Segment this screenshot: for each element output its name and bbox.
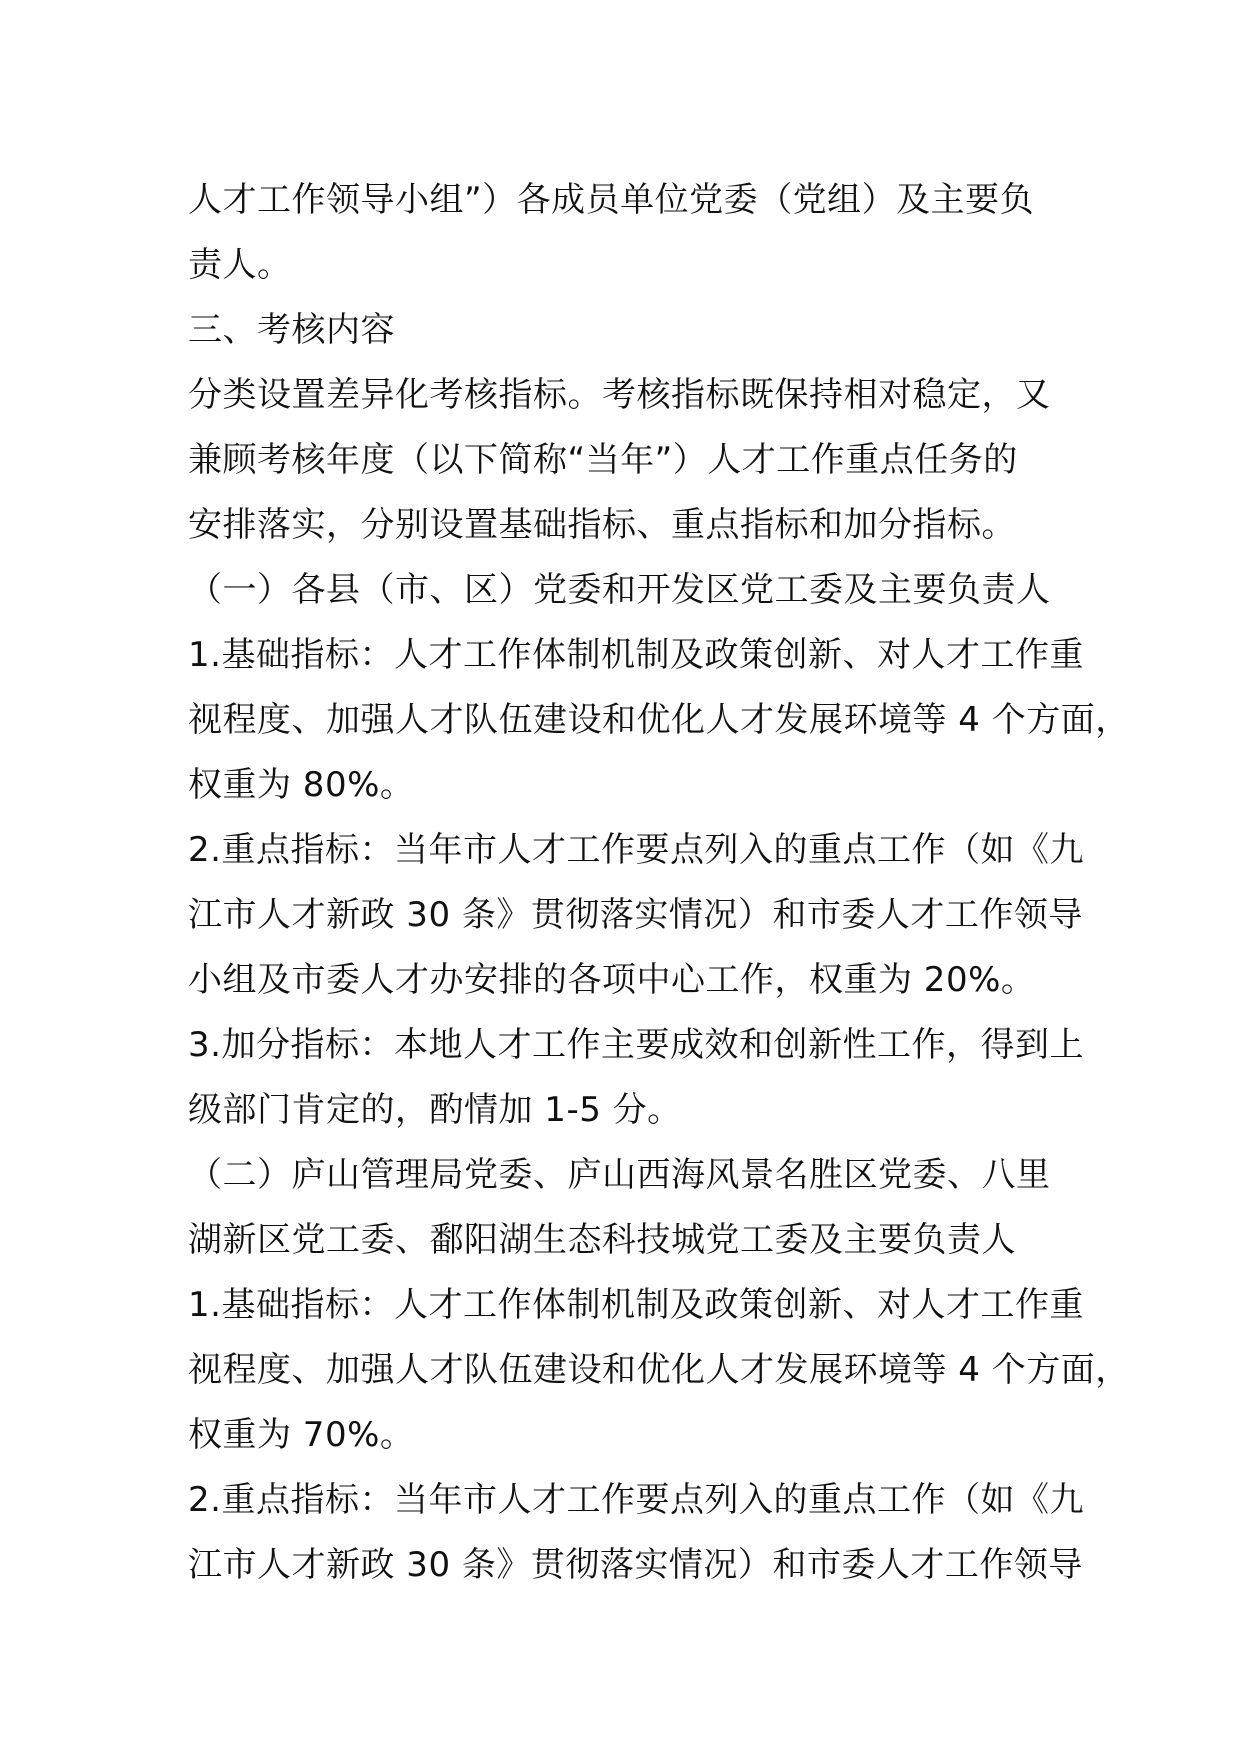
section-heading: 三、考核内容	[188, 310, 395, 350]
text-line: 兼顾考核年度（以下简称“当年”）人才工作重点任务的	[188, 440, 1018, 480]
subsection-heading: 湖新区党工委、鄱阳湖生态科技城党工委及主要负责人	[188, 1220, 1016, 1260]
text-line: 级部门肯定的，酌情加 1-5 分。	[188, 1090, 682, 1130]
text-line: 1.基础指标：人才工作体制机制及政策创新、对人才工作重	[188, 635, 1084, 675]
text-line: 3.加分指标：本地人才工作主要成效和创新性工作，得到上	[188, 1025, 1084, 1065]
text-line: 江市人才新政 30 条》贯彻落实情况）和市委人才工作领导	[188, 895, 1083, 935]
text-line: 视程度、加强人才队伍建设和优化人才发展环境等 4 个方面，	[188, 700, 1130, 740]
text-line: 视程度、加强人才队伍建设和优化人才发展环境等 4 个方面，	[188, 1350, 1130, 1390]
text-line: 1.基础指标：人才工作体制机制及政策创新、对人才工作重	[188, 1285, 1084, 1325]
text-line: 权重为 70%。	[188, 1415, 415, 1455]
text-line: 小组及市委人才办安排的各项中心工作，权重为 20%。	[188, 960, 1036, 1000]
text-line: 安排落实，分别设置基础指标、重点指标和加分指标。	[188, 505, 1016, 545]
subsection-heading: （二）庐山管理局党委、庐山西海风景名胜区党委、八里	[188, 1155, 1051, 1195]
text-line: 2.重点指标：当年市人才工作要点列入的重点工作（如《九	[188, 1480, 1084, 1520]
text-line: 人才工作领导小组”）各成员单位党委（党组）及主要负	[188, 180, 1035, 220]
document-body	[188, 168, 1130, 1598]
text-line: 权重为 80%。	[188, 765, 415, 805]
text-line: 江市人才新政 30 条》贯彻落实情况）和市委人才工作领导	[188, 1545, 1083, 1585]
text-line: 2.重点指标：当年市人才工作要点列入的重点工作（如《九	[188, 830, 1084, 870]
text-line: 分类设置差异化考核指标。考核指标既保持相对稳定，又	[188, 375, 1051, 415]
text-line: 责人。	[188, 245, 292, 285]
subsection-heading: （一）各县（市、区）党委和开发区党工委及主要负责人	[188, 570, 1051, 610]
